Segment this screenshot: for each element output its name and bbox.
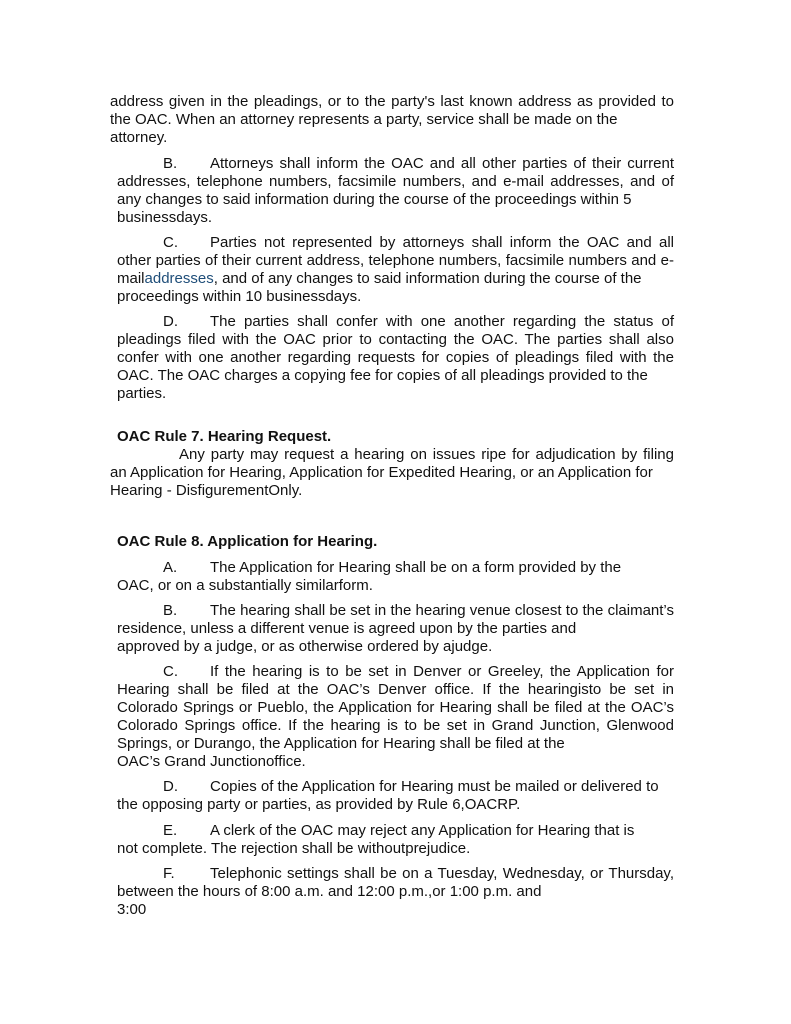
paragraph-last-line: 3:00 — [117, 901, 147, 918]
paragraph-text: Telephonic settings shall be on a Tuesday, Wednesday, or Thursday, between the hours of 8:00 a.m. and 12:00 p.m.,or 1:00 p.m. and — [117, 865, 674, 900]
paragraph-text: address given in the pleadings, or to the party's last known address as provided to the OAC. When an attorney represents a party, service shall be made on the — [110, 93, 674, 128]
paragraph-rule6-b — [117, 155, 674, 227]
paragraph-service-continuation — [110, 93, 674, 147]
paragraph-last-line: businessdays. — [117, 209, 213, 226]
paragraph-last-line: attorney. — [110, 129, 168, 146]
paragraph-rule8-b — [117, 602, 674, 656]
item-number: B. — [163, 155, 178, 172]
item-number: D. — [163, 313, 178, 330]
item-number: A. — [163, 559, 178, 576]
rule8-heading: OAC Rule 8. Application for Hearing. — [117, 533, 378, 550]
paragraph-last-line: proceedings within 10 businessdays. — [117, 288, 362, 305]
paragraph-rule6-c — [117, 234, 674, 306]
paragraph-text: Any party may request a hearing on issues ripe for adjudication by filing an Application for Hearing, Application for Expedited Hearing, or an Application for — [110, 446, 674, 481]
paragraph-text: Attorneys shall inform the OAC and all other parties of their current addresses, telephone numbers, facsimile numbers, and e-mail addresses, and of any changes to said information during the course of the proceedings within 5 — [117, 155, 674, 208]
paragraph-last-line: not complete. The rejection shall be withoutprejudice. — [117, 840, 471, 857]
paragraph-rule8-d — [117, 778, 674, 814]
paragraph-last-line: approved by a judge, or as otherwise ordered by ajudge. — [117, 638, 493, 655]
item-number: D. — [163, 778, 178, 795]
item-number: E. — [163, 822, 178, 839]
paragraph-rule8-f — [117, 865, 674, 919]
paragraph-text: Copies of the Application for Hearing must be mailed or delivered to — [210, 778, 659, 795]
paragraph-rule7-body — [110, 446, 674, 500]
item-number: F. — [163, 865, 175, 882]
item-number: C. — [163, 234, 178, 251]
paragraph-last-line: parties. — [117, 385, 167, 402]
paragraph-last-line: OAC’s Grand Junctionoffice. — [117, 753, 306, 770]
paragraph-rule6-d — [117, 313, 674, 403]
paragraph-text: The parties shall confer with one another regarding the status of pleadings filed with the OAC prior to contacting the OAC. The parties shall also confer with one another regarding requests for copies of pleadings filed with the OAC. The OAC charges a copying fee for copies of all pleadings provided to the — [117, 313, 674, 384]
addresses-link[interactable]: addresses — [144, 270, 214, 287]
paragraph-text: Parties not represented by attorneys shall inform the OAC and all other parties of their current address, telephone numbers, facsimile numbers and e-mail — [117, 234, 674, 287]
rule7-heading: OAC Rule 7. Hearing Request. — [117, 428, 332, 445]
paragraph-rule8-e — [117, 822, 674, 858]
paragraph-last-line: the opposing party or parties, as provided by Rule 6,OACRP. — [117, 796, 521, 813]
paragraph-text: The Application for Hearing shall be on a form provided by the — [210, 559, 622, 576]
paragraph-text-continued: , and of any changes to said information during the course of the — [213, 270, 642, 287]
paragraph-rule8-c — [117, 663, 674, 771]
item-number: B. — [163, 602, 178, 619]
paragraph-rule8-a — [117, 559, 674, 595]
paragraph-text: The hearing shall be set in the hearing venue closest to the claimant’s residence, unless a different venue is agreed upon by the parties and — [117, 602, 674, 637]
item-number: C. — [163, 663, 178, 680]
paragraph-text: If the hearing is to be set in Denver or Greeley, the Application for Hearing shall be filed at the OAC’s Denver office. If the hearingisto be set in Colorado Springs or Pueblo, the Application for Hearing shall be filed at the OAC’s Colorado Springs office. If the hearing is to be set in Grand Junction, Glenwood Springs, or Durango, the Application for Hearing shall be filed at the — [117, 663, 674, 752]
paragraph-last-line: Hearing - DisfigurementOnly. — [110, 482, 303, 499]
paragraph-text: A clerk of the OAC may reject any Application for Hearing that is — [210, 822, 635, 839]
paragraph-last-line: OAC, or on a substantially similarform. — [117, 577, 373, 594]
